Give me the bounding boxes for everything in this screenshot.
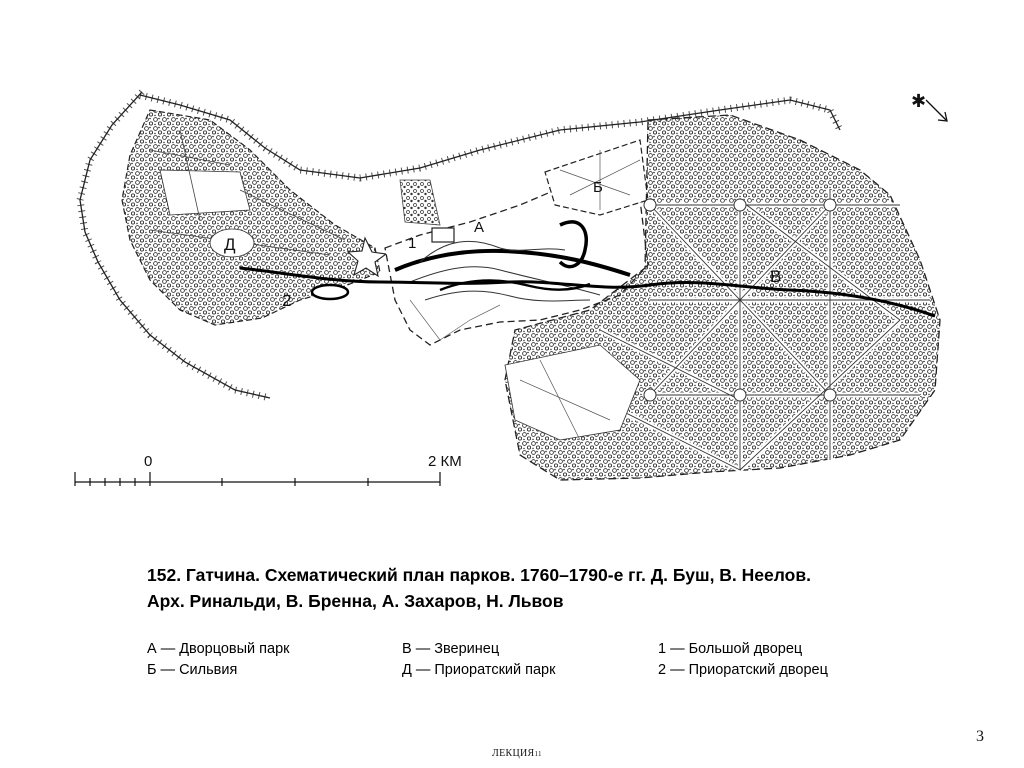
caption-line-2: Арх. Ринальди, В. Бренна, А. Захаров, Н. Львов bbox=[147, 591, 564, 611]
label-zverinets: В bbox=[770, 267, 782, 286]
north-arrow bbox=[911, 91, 947, 121]
label-priory-palace: 2 bbox=[282, 291, 292, 310]
figure-caption bbox=[147, 562, 947, 614]
legend-column-2 bbox=[402, 639, 555, 681]
footer-text: ЛЕКЦИЯ bbox=[492, 748, 535, 759]
legend-column-3 bbox=[658, 639, 828, 681]
legend-item: 1 — Большой дворец bbox=[658, 641, 803, 657]
label-silvia: Б bbox=[593, 179, 603, 196]
scale-end-label: 2 КМ bbox=[428, 453, 462, 470]
legend-item: Б — Сильвия bbox=[147, 662, 238, 678]
legend-item: 2 — Приоратский дворец bbox=[658, 662, 828, 678]
legend-item: В — Зверинец bbox=[402, 641, 500, 657]
label-priory-park: Д bbox=[224, 235, 236, 254]
footer bbox=[492, 748, 542, 759]
svg-text:✱: ✱ bbox=[911, 91, 927, 111]
scale-start-label: 0 bbox=[144, 453, 153, 470]
legend-item: Д — Приоратский парк bbox=[402, 662, 556, 678]
legend-item: А — Дворцовый парк bbox=[147, 641, 290, 657]
footer-number: 11 bbox=[534, 750, 542, 758]
legend-column-1 bbox=[147, 639, 290, 681]
label-big-palace: 1 bbox=[408, 235, 417, 252]
caption-line-1: 152. Гатчина. Схематический план парков. 1760–1790-е гг. Д. Буш, В. Неелов. bbox=[147, 565, 811, 585]
silvia-park bbox=[545, 140, 648, 215]
label-palace-park: А bbox=[474, 219, 485, 236]
scale-bar bbox=[75, 472, 440, 486]
page-number: 3 bbox=[976, 728, 984, 745]
